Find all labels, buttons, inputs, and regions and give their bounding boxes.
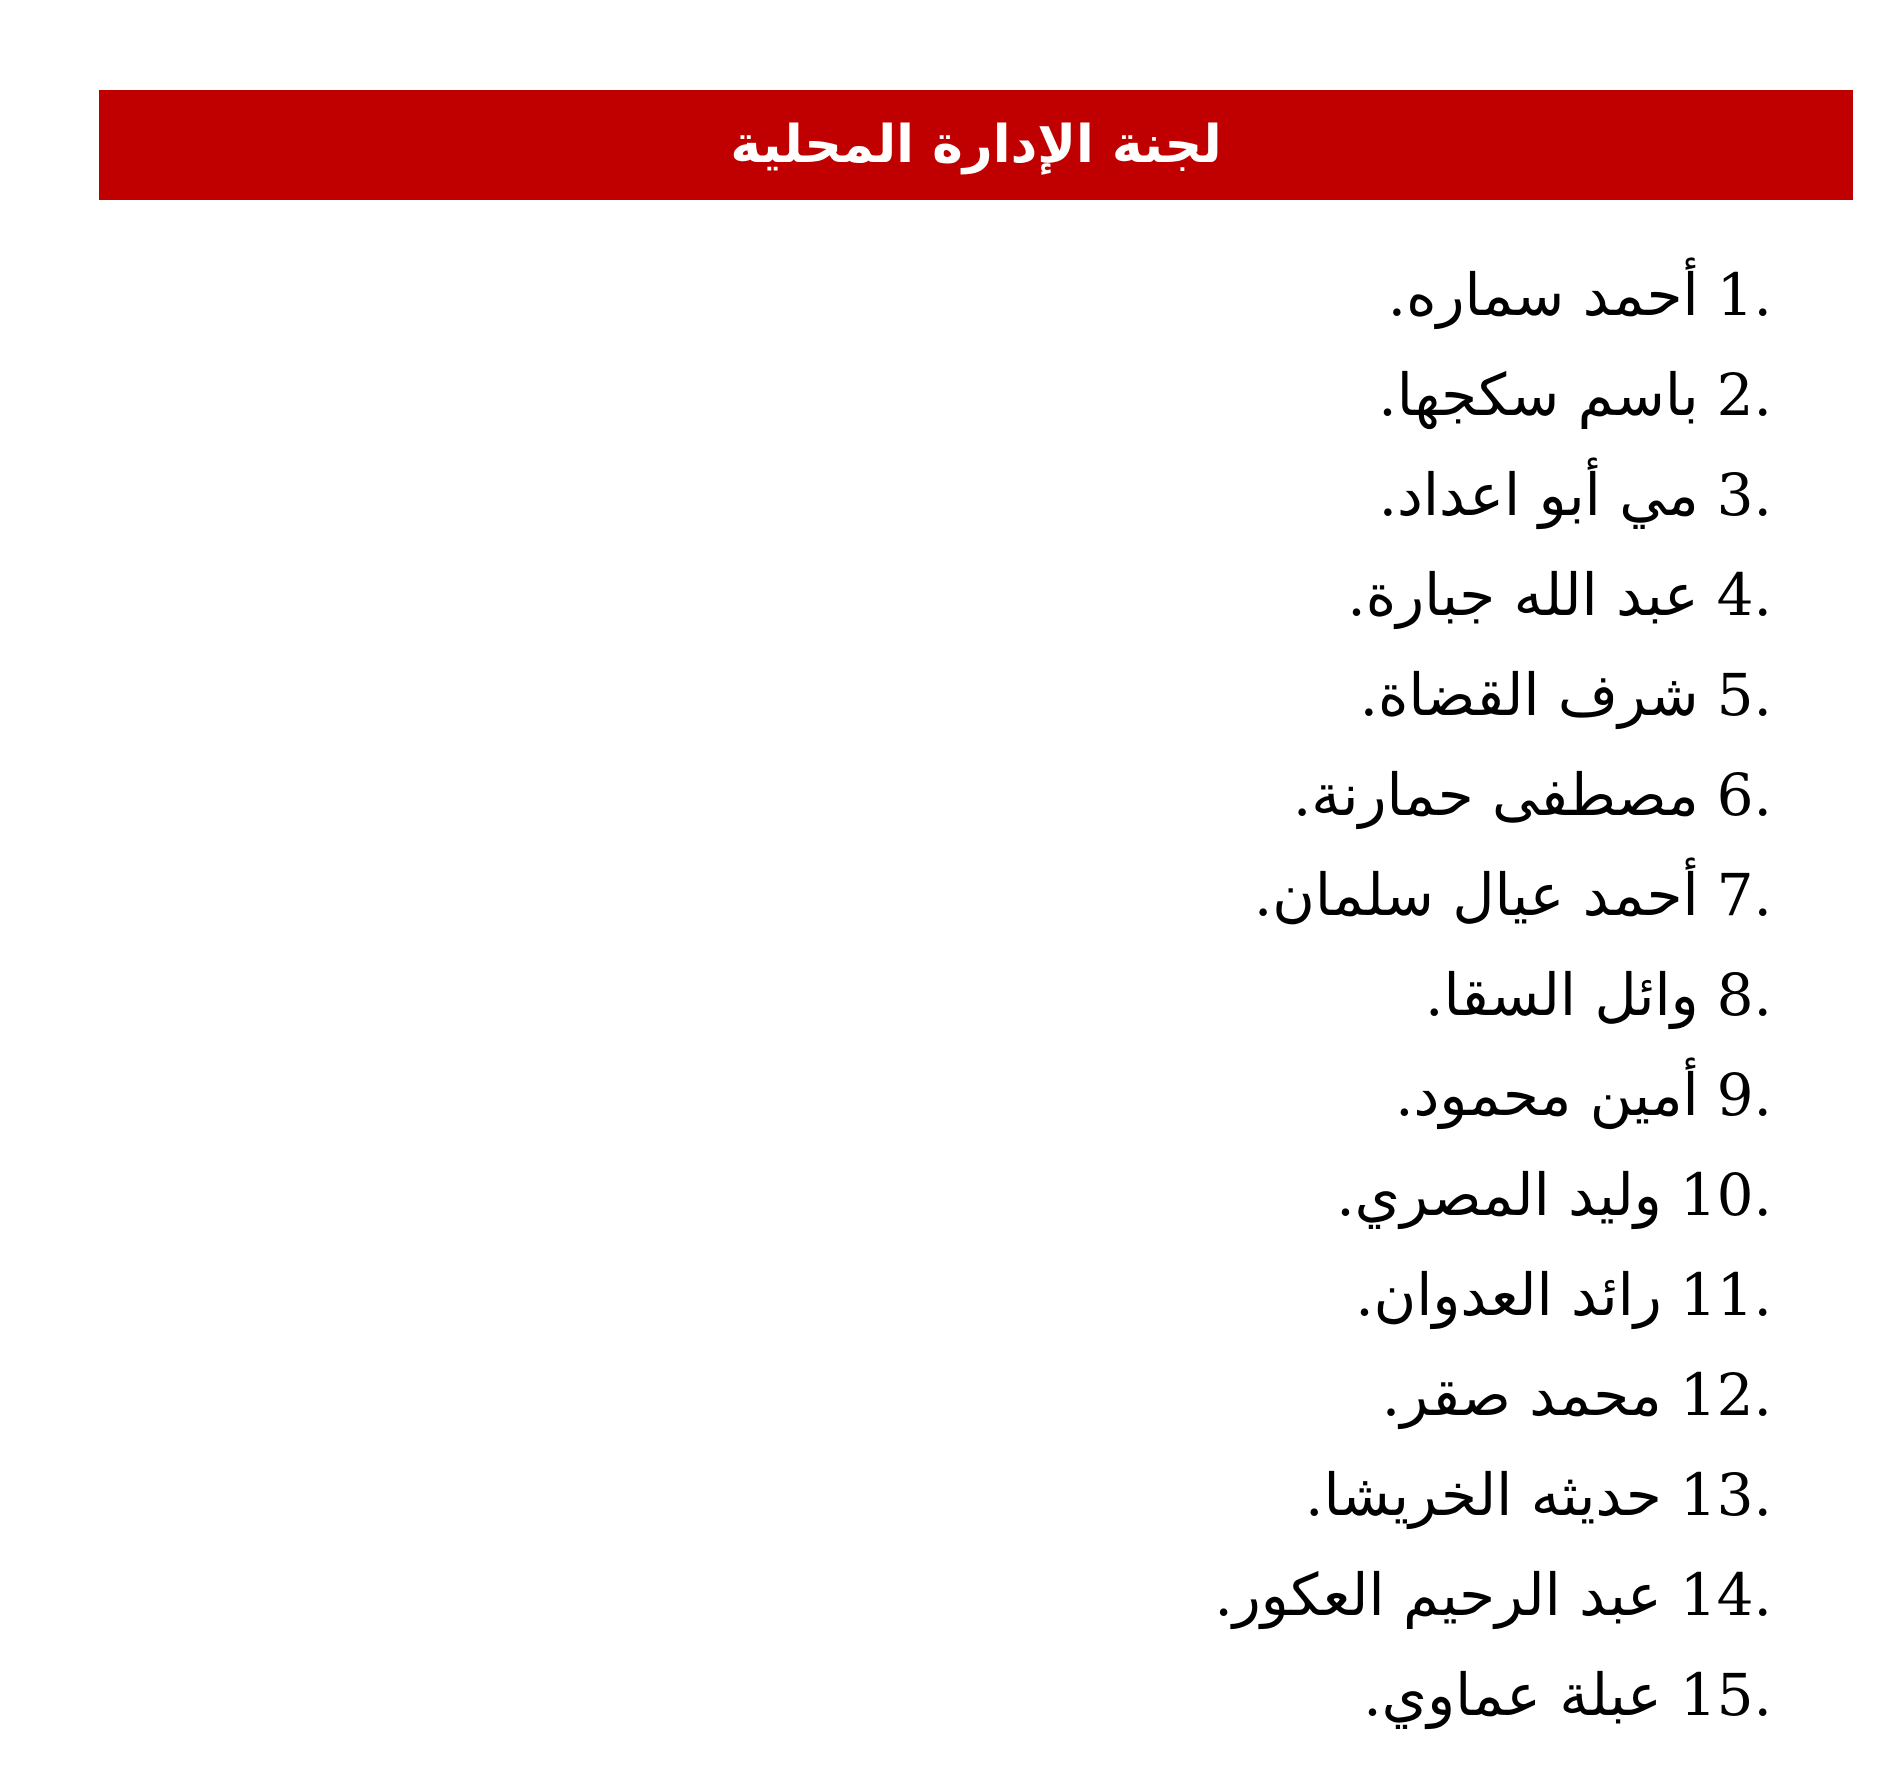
member-item-14 — [672, 1545, 1772, 1645]
committee-title-bar — [99, 90, 1853, 200]
member-name: عبد الله جبارة. — [1347, 561, 1699, 629]
member-name: وليد المصري. — [1336, 1161, 1662, 1229]
member-name: شرف القضاة. — [1359, 661, 1699, 729]
member-number: 9. — [1716, 1061, 1772, 1129]
member-name: محمد صقر. — [1381, 1361, 1662, 1429]
member-number: 8. — [1716, 961, 1772, 1029]
member-number: 12. — [1679, 1361, 1772, 1429]
member-number: 13. — [1679, 1461, 1772, 1529]
member-name: مصطفى حمارنة. — [1292, 761, 1699, 829]
member-item-5 — [672, 645, 1772, 745]
member-item-7 — [672, 845, 1772, 945]
member-name: أحمد سماره. — [1387, 261, 1699, 329]
member-number: 4. — [1716, 561, 1772, 629]
member-number: 1. — [1716, 261, 1772, 329]
member-item-15 — [672, 1645, 1772, 1745]
member-name: وائل السقا. — [1425, 961, 1699, 1029]
member-name: أمين محمود. — [1395, 1061, 1699, 1129]
committee-title: لجنة الإدارة المحلية — [730, 115, 1222, 175]
member-item-13 — [672, 1445, 1772, 1545]
member-number: 5. — [1716, 661, 1772, 729]
member-name: مي أبو اعداد. — [1378, 461, 1699, 529]
member-item-6 — [672, 745, 1772, 845]
member-number: 11. — [1679, 1261, 1772, 1329]
member-name: حديثه الخريشا. — [1305, 1461, 1662, 1529]
member-number: 6. — [1716, 761, 1772, 829]
member-item-4 — [672, 545, 1772, 645]
member-number: 10. — [1679, 1161, 1772, 1229]
member-item-3 — [672, 445, 1772, 545]
member-item-10 — [672, 1145, 1772, 1245]
member-item-12 — [672, 1345, 1772, 1445]
member-name: عبلة عماوي. — [1363, 1661, 1662, 1729]
member-number: 3. — [1716, 461, 1772, 529]
member-item-11 — [672, 1245, 1772, 1345]
member-name: باسم سكجها. — [1378, 361, 1699, 429]
member-name: رائد العدوان. — [1355, 1261, 1662, 1329]
member-item-8 — [672, 945, 1772, 1045]
member-number: 14. — [1679, 1561, 1772, 1629]
member-item-9 — [672, 1045, 1772, 1145]
member-number: 7. — [1716, 861, 1772, 929]
member-item-2 — [672, 345, 1772, 445]
member-list — [672, 245, 1772, 1745]
member-number: 2. — [1716, 361, 1772, 429]
member-item-1 — [672, 245, 1772, 345]
member-name: أحمد عيال سلمان. — [1253, 861, 1699, 929]
member-number: 15. — [1679, 1661, 1772, 1729]
member-name: عبد الرحيم العكور. — [1214, 1561, 1662, 1629]
